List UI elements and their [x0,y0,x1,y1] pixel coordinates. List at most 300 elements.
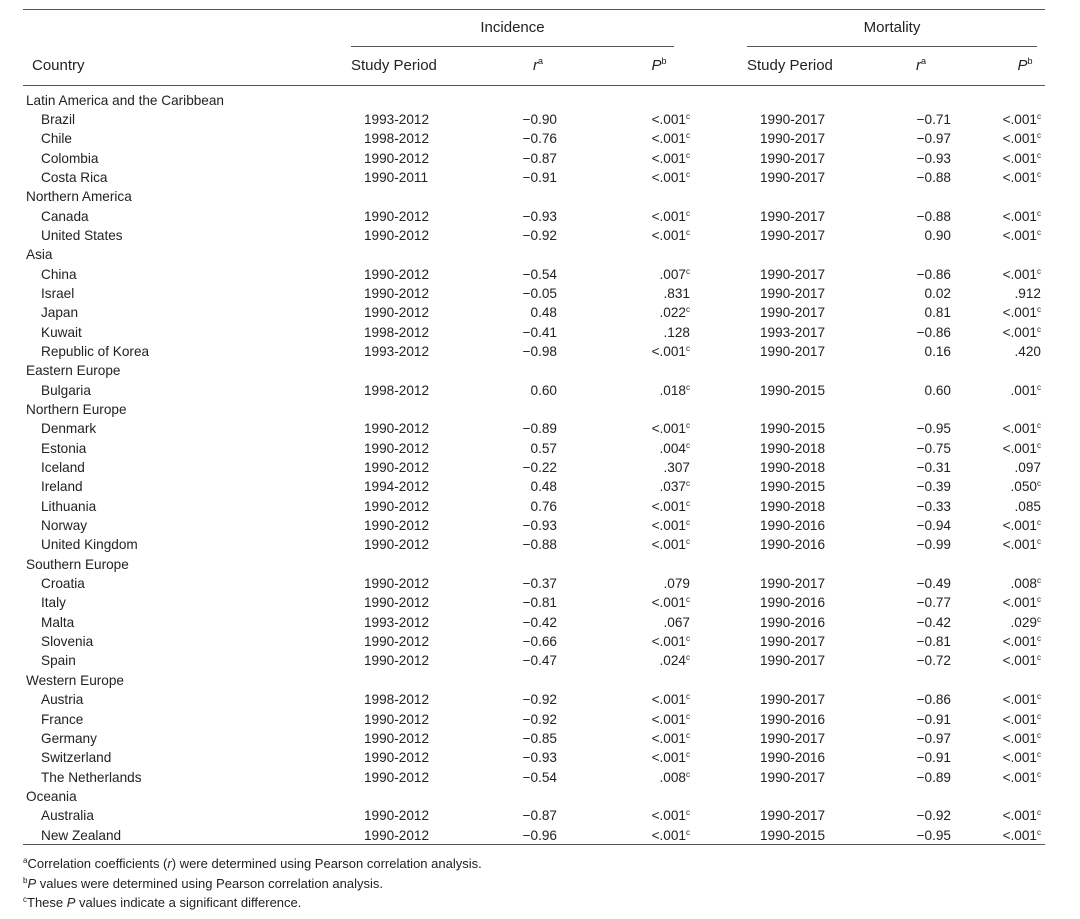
region-name-value: Eastern Europe [26,363,121,379]
significance-mark: c [686,498,690,508]
incidence-r [488,574,557,593]
incidence-r [488,477,557,496]
country-name [23,419,96,438]
header-mor-r [896,57,946,74]
table-row [23,284,1045,303]
region-name-value: Northern America [26,189,132,205]
incidence-study-period-value: 1990-2012 [364,460,430,476]
mortality-r [882,458,951,477]
country-name-value: Republic of Korea [41,343,150,359]
incidence-p-value: .307 [663,460,690,476]
incidence-p [623,381,690,400]
mortality-p-value: <.001 [1002,324,1037,340]
mortality-study-period-value: 1990-2017 [760,131,826,147]
incidence-r [488,439,557,458]
significance-mark: c [1037,614,1041,624]
mortality-study-period-value: 1990-2017 [760,227,826,243]
mortality-p-value: <.001 [1002,440,1037,456]
incidence-r-value: −0.22 [522,460,557,476]
mortality-study-period-value: 1990-2017 [760,266,826,282]
country-name-value: Costa Rica [41,169,108,185]
incidence-study-period [364,265,429,284]
mortality-study-period-value: 1990-2017 [760,808,826,824]
country-name-value: Lithuania [41,498,97,514]
mortality-study-period [760,497,825,516]
incidence-study-period [364,168,428,187]
incidence-r-value: −0.93 [522,518,557,534]
mortality-p-value: .001 [1010,382,1037,398]
mortality-study-period-value: 1990-2017 [760,769,826,785]
mortality-study-period-value: 1990-2017 [760,111,826,127]
mortality-p [973,342,1041,361]
mortality-p-value: .097 [1014,460,1041,476]
mortality-r [882,768,951,787]
mortality-study-period-value: 1990-2016 [760,595,826,611]
significance-mark: c [686,537,690,547]
incidence-study-period-value: 1990-2012 [364,440,430,456]
r-symbol: r [532,57,538,74]
significance-mark: c [686,169,690,179]
incidence-r-value: −0.87 [522,808,557,824]
significance-mark: c [686,131,690,141]
incidence-p-value: <.001 [651,730,686,746]
table-row [23,458,1045,477]
incidence-p [623,690,690,709]
mortality-study-period-value: 1990-2017 [760,343,826,359]
header-country: Country [32,57,85,74]
mortality-study-period [760,458,825,477]
country-name-value: New Zealand [41,827,122,843]
incidence-study-period-value: 1990-2012 [364,518,430,534]
country-name [23,149,98,168]
incidence-r-value: −0.93 [522,208,557,224]
mortality-r-value: −0.97 [916,131,951,147]
incidence-r [488,381,557,400]
significance-mark: c [1037,537,1041,547]
footnote-a: $^a$Correlation coefficients (r) were determined using Pearson correlation analysis. [23,856,482,871]
table-row [23,303,1045,322]
country-name-value: Malta [41,614,75,630]
incidence-r [488,768,557,787]
significance-mark: c [686,827,690,837]
incidence-study-period-value: 1990-2012 [364,285,430,301]
mortality-p-value: <.001 [1002,595,1037,611]
incidence-study-period-value: 1990-2012 [364,266,430,282]
incidence-r [488,323,557,342]
table-body [23,91,1045,845]
incidence-study-period [364,768,429,787]
country-name [23,207,89,226]
mortality-r-value: −0.39 [916,479,951,495]
incidence-study-period [364,439,429,458]
table-row [23,748,1045,767]
mortality-r-value: −0.93 [916,150,951,166]
region-name [23,91,224,110]
country-name [23,323,82,342]
country-name [23,477,83,496]
country-name [23,265,77,284]
mortality-r [882,613,951,632]
table-row [23,477,1045,496]
mortality-r [882,149,951,168]
incidence-p-value: .024 [659,653,686,669]
incidence-p-value: <.001 [651,634,686,650]
incidence-r [488,593,557,612]
incidence-p-value: <.001 [651,711,686,727]
incidence-p [623,207,690,226]
significance-mark: c [1037,750,1041,760]
country-name-value: United States [41,227,123,243]
header-mor-p [1000,57,1050,74]
significance-mark: c [686,305,690,315]
group-header-mortality: Mortality [863,19,921,36]
mortality-r [882,516,951,535]
country-name-value: Bulgaria [41,382,91,398]
region-row [23,91,1045,110]
r-footnote-mark: a [537,56,543,66]
incidence-study-period [364,651,429,670]
region-name-value: Latin America and the Caribbean [26,92,224,108]
significance-mark: c [1037,827,1041,837]
significance-mark: c [1037,634,1041,644]
significance-mark: c [1037,730,1041,740]
significance-mark: c [1037,421,1041,431]
country-name [23,168,107,187]
mortality-p [973,129,1041,148]
mortality-study-period [760,284,825,303]
incidence-r-value: −0.42 [522,614,557,630]
table-row [23,826,1045,845]
mortality-study-period-value: 1990-2015 [760,382,826,398]
country-name [23,342,149,361]
country-name-value: United Kingdom [41,537,138,553]
incidence-r-value: −0.66 [522,634,557,650]
mortality-study-period-value: 1990-2016 [760,711,826,727]
mortality-r [882,710,951,729]
incidence-p [623,516,690,535]
mortality-r [882,690,951,709]
p-symbol: P [651,57,662,74]
incidence-p-value: .018 [659,382,686,398]
table-row [23,768,1045,787]
region-name-value: Asia [26,247,53,263]
incidence-study-period-value: 1998-2012 [364,382,430,398]
mortality-p [973,806,1041,825]
incidence-study-period-value: 1993-2012 [364,614,430,630]
incidence-underline [351,46,674,47]
country-name [23,729,97,748]
region-row [23,187,1045,206]
incidence-r-value: −0.88 [522,537,557,553]
significance-mark: c [1037,479,1041,489]
incidence-study-period-value: 1990-2012 [364,305,430,321]
country-name [23,806,94,825]
significance-mark: c [686,150,690,160]
significance-mark: c [686,808,690,818]
mortality-r-value: −0.86 [916,692,951,708]
country-name-value: Germany [41,730,97,746]
incidence-study-period [364,323,429,342]
incidence-p [623,710,690,729]
incidence-p [623,826,690,845]
mortality-r-value: 0.81 [924,305,951,321]
incidence-p-value: <.001 [651,131,686,147]
incidence-p-value: <.001 [651,169,686,185]
table-row [23,265,1045,284]
significance-mark: c [1037,111,1041,121]
incidence-study-period-value: 1990-2012 [364,730,430,746]
mortality-study-period-value: 1990-2017 [760,576,826,592]
incidence-study-period-value: 1990-2012 [364,150,430,166]
incidence-study-period-value: 1990-2012 [364,421,430,437]
table-row [23,729,1045,748]
mortality-study-period [760,168,825,187]
country-name [23,110,75,129]
mortality-study-period-value: 1990-2017 [760,285,826,301]
mortality-study-period [760,342,825,361]
mortality-p [973,458,1041,477]
header-inc-p [634,57,684,74]
incidence-p [623,284,690,303]
country-name-value: The Netherlands [41,769,142,785]
incidence-r-value: 0.76 [530,498,557,514]
mortality-p [973,323,1041,342]
mortality-p [973,651,1041,670]
region-name [23,245,52,264]
significance-mark: c [686,711,690,721]
mortality-study-period [760,129,825,148]
table-row [23,207,1045,226]
mortality-r-value: −0.71 [916,111,951,127]
table-row [23,342,1045,361]
mortality-r-value: 0.60 [924,382,951,398]
country-name [23,303,78,322]
mortality-r-value: −0.72 [916,653,951,669]
incidence-p [623,342,690,361]
mortality-r [882,110,951,129]
mortality-p-value: <.001 [1002,305,1037,321]
mortality-r-value: −0.97 [916,730,951,746]
mortality-p [973,477,1041,496]
significance-mark: c [686,421,690,431]
mortality-p-value: <.001 [1002,634,1037,650]
mortality-r-value: −0.91 [916,711,951,727]
incidence-p-value: <.001 [651,827,686,843]
table-row [23,226,1045,245]
region-name [23,400,127,419]
incidence-p-value: <.001 [651,227,686,243]
mortality-p [973,632,1041,651]
mortality-r-value: −0.33 [916,498,951,514]
significance-mark: c [686,750,690,760]
mortality-p-value: <.001 [1002,150,1037,166]
incidence-r [488,110,557,129]
country-name [23,497,96,516]
mortality-study-period-value: 1990-2018 [760,498,826,514]
country-name-value: Austria [41,692,84,708]
incidence-study-period-value: 1990-2012 [364,808,430,824]
incidence-p [623,168,690,187]
country-name-value: Iceland [41,460,85,476]
mortality-r-value: −0.92 [916,808,951,824]
incidence-p-value: .067 [663,614,690,630]
mortality-p [973,826,1041,845]
incidence-study-period-value: 1990-2012 [364,208,430,224]
incidence-study-period [364,574,429,593]
country-name [23,768,142,787]
incidence-r-value: −0.87 [522,150,557,166]
incidence-study-period-value: 1998-2012 [364,131,430,147]
incidence-study-period [364,419,429,438]
country-name [23,593,66,612]
significance-mark: c [1037,169,1041,179]
incidence-r-value: −0.85 [522,730,557,746]
group-header-incidence: Incidence [480,19,545,36]
mortality-p-value: <.001 [1002,730,1037,746]
incidence-study-period-value: 1990-2012 [364,595,430,611]
mortality-study-period [760,651,825,670]
mortality-r [882,439,951,458]
incidence-p [623,477,690,496]
mortality-r-value: −0.95 [916,827,951,843]
incidence-r [488,748,557,767]
significance-mark: c [1037,518,1041,528]
mortality-study-period [760,710,825,729]
mortality-p [973,439,1041,458]
incidence-p [623,265,690,284]
incidence-p [623,419,690,438]
country-name-value: Kuwait [41,324,82,340]
incidence-p-value: .037 [659,479,686,495]
country-name-value: Italy [41,595,66,611]
mortality-study-period [760,748,825,767]
region-row [23,361,1045,380]
mortality-r [882,651,951,670]
mortality-p-value: <.001 [1002,421,1037,437]
country-name [23,439,86,458]
incidence-r-value: 0.48 [530,305,557,321]
incidence-r [488,129,557,148]
country-name [23,516,87,535]
country-name [23,226,123,245]
incidence-study-period-value: 1990-2012 [364,711,430,727]
incidence-r-value: −0.93 [522,750,557,766]
incidence-p-value: .831 [663,285,690,301]
region-row [23,245,1045,264]
incidence-r [488,516,557,535]
table-row [23,690,1045,709]
incidence-study-period-value: 1990-2012 [364,634,430,650]
incidence-r-value: −0.54 [522,769,557,785]
incidence-study-period [364,729,429,748]
region-row [23,787,1045,806]
mortality-p-value: .050 [1010,479,1037,495]
incidence-p-value: <.001 [651,498,686,514]
incidence-study-period [364,342,429,361]
mortality-r [882,168,951,187]
incidence-p [623,806,690,825]
country-name-value: Japan [41,305,79,321]
incidence-r-value: −0.05 [522,285,557,301]
table-row [23,381,1045,400]
country-name-value: Slovenia [41,634,94,650]
incidence-p-value: <.001 [651,692,686,708]
mortality-study-period [760,690,825,709]
mortality-p [973,149,1041,168]
country-name-value: Colombia [41,150,99,166]
significance-mark: c [1037,305,1041,315]
mortality-p-value: <.001 [1002,750,1037,766]
incidence-study-period [364,226,429,245]
incidence-r [488,284,557,303]
mortality-p [973,419,1041,438]
significance-mark: c [1037,208,1041,218]
country-name-value: Brazil [41,111,75,127]
incidence-p [623,632,690,651]
country-name [23,748,111,767]
header-inc-r [513,57,563,74]
incidence-study-period-value: 1990-2011 [364,169,428,185]
mortality-study-period-value: 1990-2015 [760,827,826,843]
mortality-study-period [760,303,825,322]
country-name [23,613,74,632]
mortality-study-period-value: 1990-2015 [760,479,826,495]
country-name [23,826,121,845]
incidence-study-period-value: 1993-2012 [364,111,430,127]
mortality-r-value: 0.90 [924,227,951,243]
mortality-r [882,129,951,148]
incidence-r-value: −0.90 [522,111,557,127]
incidence-r-value: 0.57 [530,440,557,456]
incidence-study-period [364,826,429,845]
mortality-p-value: .912 [1014,285,1041,301]
significance-mark: c [1037,595,1041,605]
incidence-p [623,651,690,670]
significance-mark: c [686,111,690,121]
incidence-study-period [364,613,429,632]
mortality-study-period-value: 1990-2016 [760,537,826,553]
country-name-value: Australia [41,808,94,824]
incidence-r [488,207,557,226]
mortality-study-period-value: 1990-2017 [760,634,826,650]
bottom-rule [23,844,1045,845]
mortality-study-period-value: 1990-2017 [760,305,826,321]
country-name-value: Israel [41,285,75,301]
incidence-r [488,710,557,729]
table-row [23,168,1045,187]
top-rule [23,9,1045,10]
incidence-study-period [364,806,429,825]
incidence-p-value: .004 [659,440,686,456]
mortality-p [973,303,1041,322]
mortality-r-value: −0.86 [916,324,951,340]
significance-mark: c [686,769,690,779]
mortality-r [882,265,951,284]
significance-mark: c [686,343,690,353]
incidence-r-value: 0.48 [530,479,557,495]
incidence-study-period-value: 1990-2012 [364,537,430,553]
mortality-r-value: −0.42 [916,614,951,630]
mortality-r-value: −0.88 [916,208,951,224]
incidence-p-value: <.001 [651,537,686,553]
country-name-value: Estonia [41,440,87,456]
region-name-value: Western Europe [26,672,124,688]
mortality-p-value: <.001 [1002,169,1037,185]
p-footnote-mark: b [1027,56,1033,66]
mortality-p [973,593,1041,612]
incidence-p [623,729,690,748]
mortality-r [882,323,951,342]
